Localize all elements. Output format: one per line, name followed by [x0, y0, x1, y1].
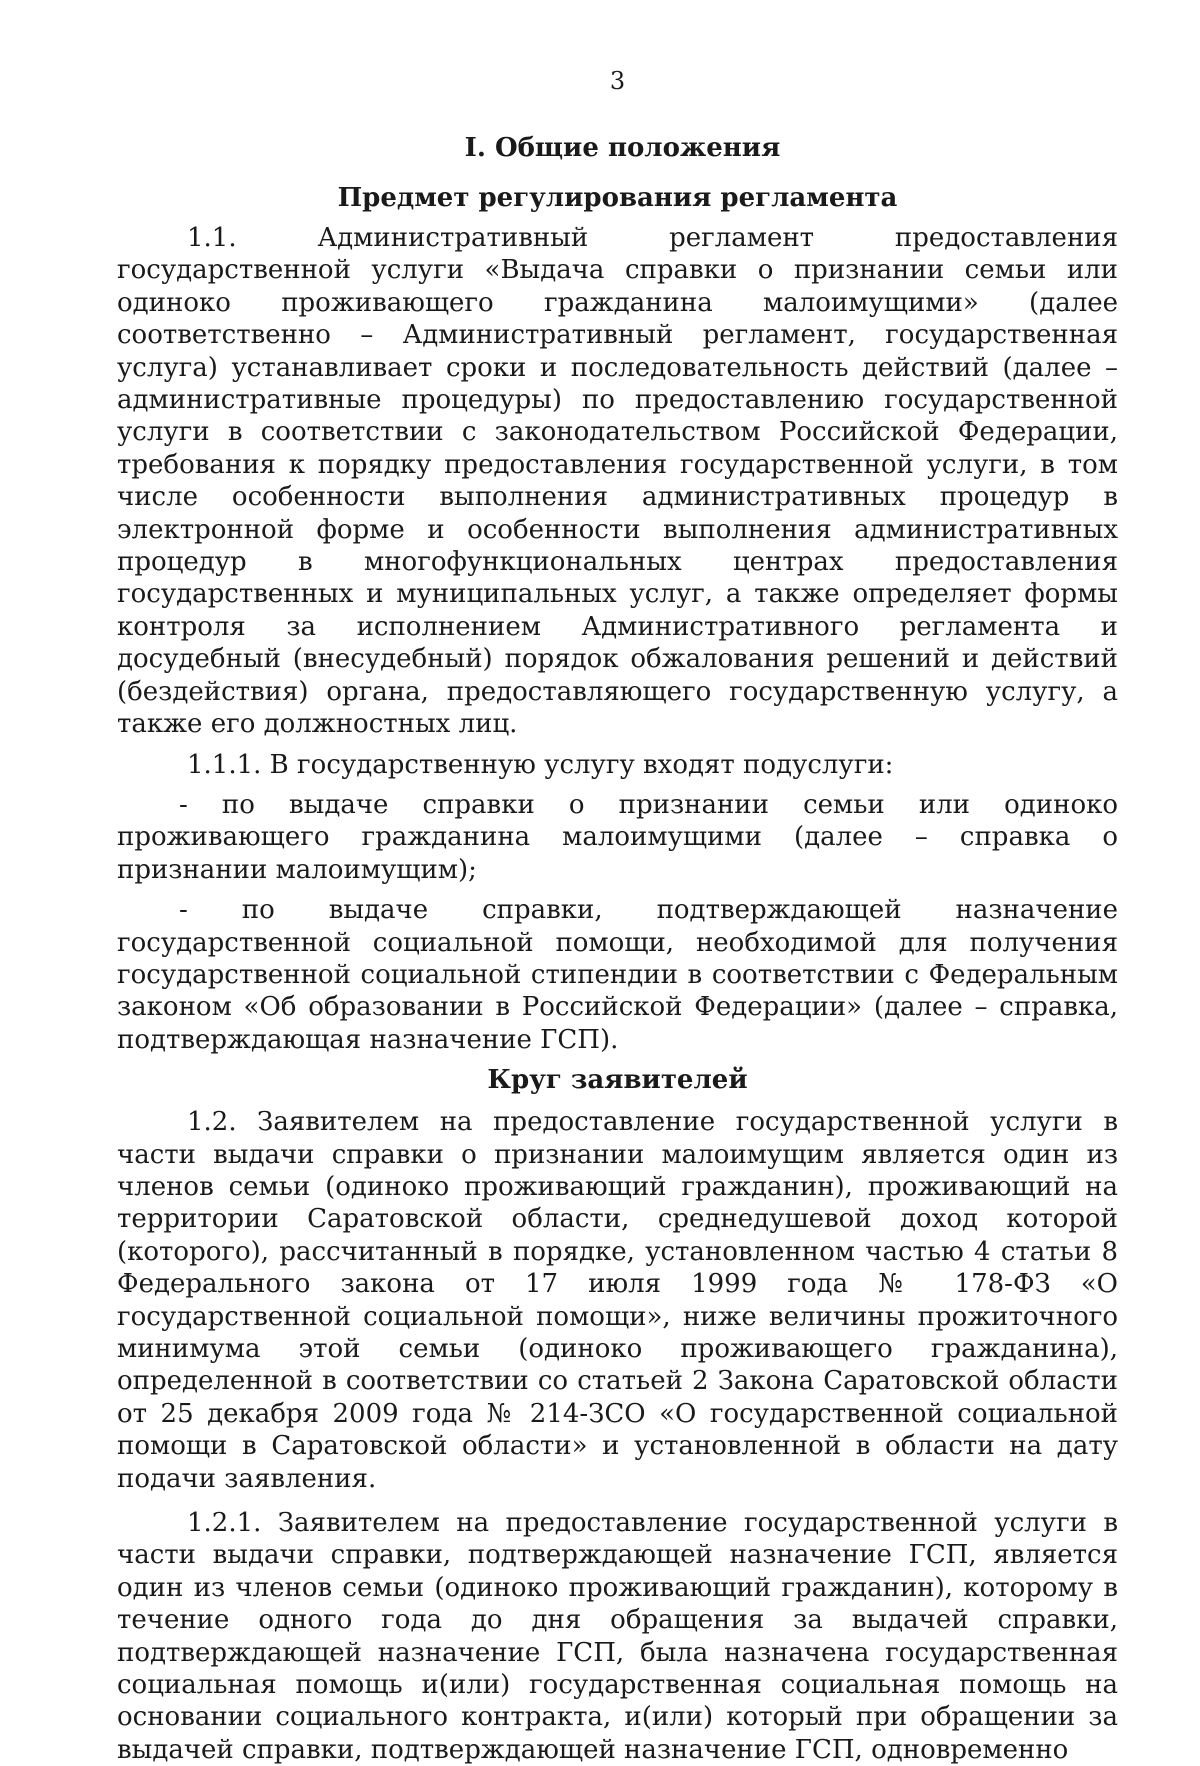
paragraph-1-1-1: 1.1.1. В государственную услугу входят подуслуги:: [187, 749, 894, 780]
paragraph-1-2: 1.2. Заявителем на предоставление государственной услуги в части выдачи справки о признании малоимущим является один из членов семьи (одиноко проживающий гражданин), проживающий на территории Саратовской области, среднедушевой доход которой (которого), рассчитанный в порядке, установленном частью 4 статьи 8 Федерального закона от 17 июля 1999 года № 178-ФЗ «О государственной социальной помощи», ниже величины прожиточного минимума этой семьи (одиноко проживающего гражданина), определенной в соответствии со статьей 2 Закона Саратовской области от 25 декабря 2009 года № 214-ЗСО «О государственной социальной помощи в Саратовской области» и установленной в области на дату подачи заявления.: [117, 1107, 1118, 1494]
subheading-subject: Предмет регулирования регламента: [337, 183, 898, 213]
paragraph-1-2-1: 1.2.1. Заявителем на предоставление государственной услуги в части выдачи справки, подтверждающей назначение ГСП, является один из членов семьи (одиноко проживающий гражданин), которому в течение одного года до дня обращения за выдачей справки, подтверждающей назначение ГСП, была назначена государственная социальная помощь и(или) государственная социальная помощь на основании социального контракта, и(или) который при обращении за выдачей справки, подтверждающей назначение ГСП, одновременно: [117, 1508, 1118, 1765]
section-title: I. Общие положения: [464, 133, 781, 163]
list-item-subservice-1: - по выдаче справки о признании семьи или одиноко проживающего гражданина малоимущими (далее – справка о признании малоимущим);: [117, 789, 1118, 885]
subheading-applicants: Круг заявителей: [487, 1065, 748, 1096]
page-number: 3: [609, 67, 626, 95]
document-body: [117, 132, 1118, 1766]
list-item-subservice-2: - по выдаче справки, подтверждающей назначение государственной социальной помощи, необходимой для получения государственной социальной стипендии в соответствии с Федеральным законом «Об образовании в Российской Федерации» (далее – справка, подтверждающая назначение ГСП).: [117, 895, 1118, 1055]
paragraph-1-1: 1.1. Административный регламент предоставления государственной услуги «Выдача справки о признании семьи или одиноко проживающего гражданина малоимущими» (далее соответственно – Административный регламент, государственная услуга) устанавливает сроки и последовательность действий (далее – административные процедуры) по предоставлению государственной услуги в соответствии с законодательством Российской Федерации, требования к порядку предоставления государственной услуги, в том числе особенности выполнения административных процедур в электронной форме и особенности выполнения административных процедур в многофункциональных центрах предоставления государственных и муниципальных услуг, а также определяет формы контроля за исполнением Административного регламента и досудебный (внесудебный) порядок обжалования решений и действий (бездействия) органа, предоставляющего государственную услугу, а также его должностных лиц.: [117, 223, 1118, 740]
